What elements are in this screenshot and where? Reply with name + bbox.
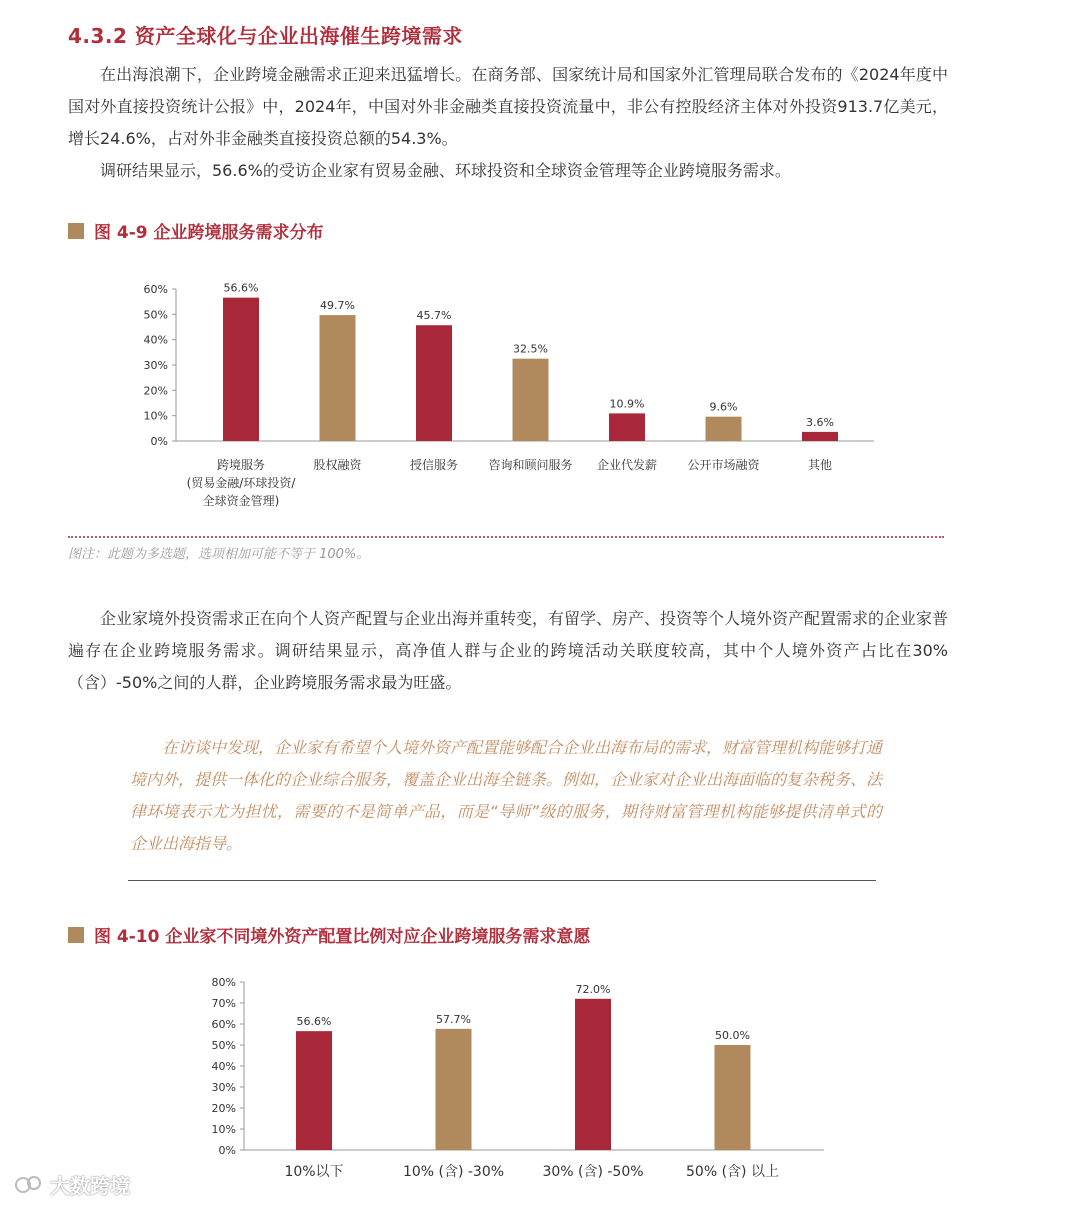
- bar-value-label: 3.6%: [806, 415, 834, 429]
- y-tick-label: 60%: [211, 1018, 236, 1031]
- watermark-text: 大数跨境: [50, 1174, 130, 1198]
- bar-value-label: 45.7%: [416, 309, 452, 323]
- category-label: 10%以下: [284, 1164, 344, 1180]
- y-tick-label: 30%: [211, 1081, 236, 1094]
- figure-title-text: 图 4-10 企业家不同境外资产配置比例对应企业跨境服务需求意愿: [94, 927, 591, 947]
- bar-value-label: 72.0%: [575, 982, 611, 996]
- figure-title-text: 图 4-9 企业跨境服务需求分布: [94, 223, 324, 243]
- bar: [706, 417, 742, 441]
- bar: [296, 1031, 332, 1150]
- figure-note: 图注：此题为多选题，选项相加可能不等于 100%。: [68, 547, 370, 562]
- interview-quote: [130, 732, 882, 860]
- category-label: 50% (含) 以上: [686, 1164, 779, 1180]
- bar-value-label: 56.6%: [296, 1015, 332, 1029]
- figure-title: [68, 922, 590, 947]
- category-label: 咨询和顾问服务: [488, 458, 573, 472]
- y-tick-label: 50%: [143, 308, 168, 322]
- category-label: 授信服务: [409, 458, 459, 472]
- intro-text: [68, 59, 948, 187]
- paragraph: 在出海浪潮下，企业跨境金融需求正迎来迅猛增长。在商务部、国家统计局和国家外汇管理局联合发布的《2024年度中国对外直接投资统计公报》中，2024年，中国对外非金融类直接投资流量中，非公有控股经济主体对外投资913.7亿美元，增长24.6%，占对外非金融类直接投资总额的54.3%。: [68, 65, 948, 148]
- bar-value-label: 10.9%: [609, 397, 645, 411]
- bar: [320, 315, 356, 441]
- category-label: 股权融资: [313, 458, 362, 472]
- bar: [609, 413, 645, 441]
- y-tick-label: 60%: [143, 283, 168, 296]
- dotted-divider: [68, 536, 944, 538]
- square-marker-icon: [68, 927, 84, 943]
- asset-ratio-bar-chart: [0, 970, 1080, 1190]
- category-label: 全球资金管理): [202, 494, 280, 508]
- category-label: 跨境服务: [216, 458, 266, 472]
- bar-value-label: 56.6%: [223, 281, 259, 295]
- category-label: 公开市场融资: [687, 458, 760, 472]
- bar-value-label: 49.7%: [320, 299, 355, 313]
- y-tick-label: 40%: [143, 333, 168, 347]
- y-tick-label: 20%: [143, 384, 168, 398]
- logo-icon: [14, 1174, 44, 1196]
- watermark: [14, 1170, 130, 1199]
- figure-title: [68, 218, 324, 243]
- bar: [416, 325, 452, 441]
- paragraph: 调研结果显示，56.6%的受访企业家有贸易金融、环球投资和全球资金管理等企业跨境服务需求。: [100, 161, 791, 180]
- quote-text: 在访谈中发现，企业家有希望个人境外资产配置能够配合企业出海布局的需求，财富管理机构能够打通境内外，提供一体化的企业综合服务，覆盖企业出海全链条。例如，企业家对企业出海面临的复杂税务、法律环境表示尤为担忧，需要的不是简单产品，而是“导师”级的服务，期待财富管理机构能够提供清单式的企业出海指导。: [130, 738, 883, 853]
- bar-value-label: 57.7%: [436, 1012, 471, 1026]
- bar: [513, 359, 549, 441]
- bar-value-label: 50.0%: [715, 1029, 750, 1042]
- category-label: 10% (含) -30%: [402, 1164, 505, 1180]
- y-tick-label: 70%: [211, 997, 236, 1010]
- bar: [436, 1029, 472, 1150]
- y-tick-label: 20%: [211, 1102, 236, 1115]
- bar: [575, 999, 611, 1150]
- y-tick-label: 80%: [211, 976, 236, 989]
- y-tick-label: 10%: [143, 409, 168, 423]
- bar: [802, 432, 838, 441]
- section-title: 4.3.2 资产全球化与企业出海催生跨境需求: [68, 24, 463, 48]
- category-label: (贸易金融/环球投资/: [186, 476, 296, 490]
- y-tick-label: 0%: [218, 1144, 236, 1157]
- analysis-text: [68, 603, 948, 699]
- y-tick-label: 0%: [150, 435, 168, 448]
- y-tick-label: 10%: [211, 1123, 236, 1136]
- category-label: 其他: [807, 458, 833, 472]
- square-marker-icon: [68, 223, 84, 239]
- y-tick-label: 40%: [211, 1060, 236, 1073]
- bar-value-label: 9.6%: [709, 400, 738, 414]
- category-label: 企业代发薪: [596, 458, 658, 472]
- quote-divider: [128, 880, 876, 881]
- category-label: 30% (含) -50%: [542, 1164, 644, 1180]
- y-tick-label: 50%: [211, 1039, 236, 1052]
- y-tick-label: 30%: [143, 359, 168, 372]
- bar: [223, 298, 259, 441]
- paragraph: 企业家境外投资需求正在向个人资产配置与企业出海并重转变，有留学、房产、投资等个人境外资产配置需求的企业家普遍存在企业跨境服务需求。调研结果显示，高净值人群与企业的跨境活动关联度较高，其中个人境外资产占比在30%（含）-50%之间的人群，企业跨境服务需求最为旺盛。: [68, 609, 949, 692]
- bar: [715, 1045, 751, 1150]
- service-demand-bar-chart: [0, 270, 1080, 520]
- bar-value-label: 32.5%: [513, 342, 548, 356]
